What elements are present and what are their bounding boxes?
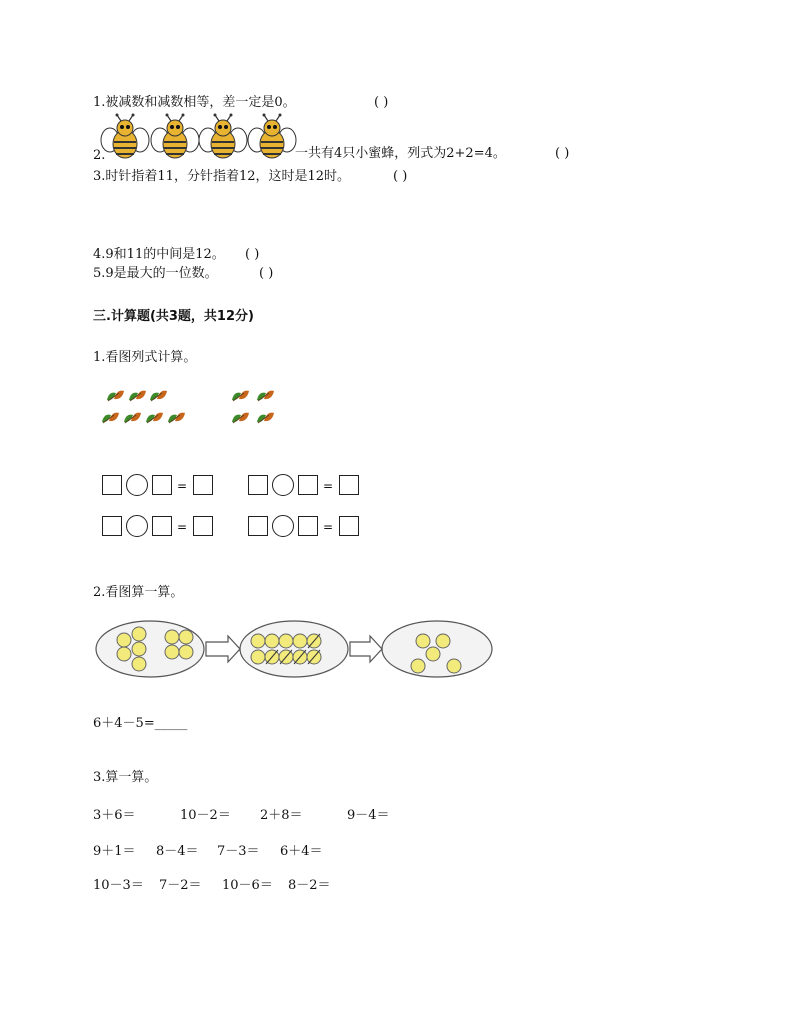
yellow-ball-icon [132,642,146,656]
answer-box[interactable] [193,475,213,495]
yellow-ball-icon [416,634,430,648]
question-3-text: 3.时针指着11，分针指着12，这时是12时。 [93,169,351,184]
calc-row-2-item-4: 6＋4＝ [280,844,323,859]
leaf-icon [168,413,185,423]
answer-box[interactable] [102,516,122,536]
yellow-ball-icon [117,647,131,661]
answer-box[interactable] [298,475,318,495]
equals-sign: = [177,479,188,493]
answer-box[interactable] [248,475,268,495]
leaf-icon [232,413,249,423]
yellow-ball-icon [426,647,440,661]
leaf-icon [124,413,141,423]
calc-row-3-item-1: 10－3＝ [93,878,144,893]
yellow-ball-icon [293,634,307,648]
leaf-icon [257,391,274,401]
leaf-icon [107,391,124,401]
question-2-text: 一共有4只小蜜蜂，列式为2+2=4。 [295,146,506,161]
calc-row-1-item-1: 3＋6＝ [93,808,136,823]
problem-2-expression-text: 6＋4－5= [93,716,155,731]
calc-row-2-item-2: 8－4＝ [156,844,199,859]
yellow-ball-icon [279,634,293,648]
section-heading: 三.计算题(共3题，共12分) [93,309,254,324]
yellow-ball-icon [265,634,279,648]
bee-icon [199,114,247,159]
yellow-ball-icon [411,659,425,673]
question-2-number: 2. [93,148,106,163]
arrow-icon [206,636,240,662]
calc-row-1-item-4: 9－4＝ [347,808,390,823]
answer-box[interactable] [298,516,318,536]
yellow-ball-icon [251,634,265,648]
answer-box[interactable] [339,516,359,536]
calc-row-3-item-2: 7－2＝ [159,878,202,893]
calc-row-1-item-2: 10－2＝ [180,808,231,823]
question-5-text: 5.9是最大的一位数。 [93,266,218,281]
leaf-icon-group [100,385,290,433]
problem-3-title: 3.算一算。 [93,770,158,785]
oval-2 [240,621,348,677]
question-1-answer-paren[interactable]: ( ) [374,95,389,110]
answer-box[interactable] [102,475,122,495]
operator-circle[interactable] [272,515,294,537]
yellow-ball-icon [251,650,265,664]
leaf-icon [150,391,167,401]
calc-row-2-item-1: 9＋1＝ [93,844,136,859]
operator-circle[interactable] [126,515,148,537]
answer-box[interactable] [152,516,172,536]
yellow-ball-icon [132,657,146,671]
question-1-text: 1.被减数和减数相等，差一定是0。 [93,95,296,110]
question-5-answer-paren[interactable]: ( ) [259,266,274,281]
yellow-ball-icon [179,630,193,644]
equals-sign: = [323,520,334,534]
problem-2-title: 2.看图算一算。 [93,585,184,600]
leaf-icon [257,413,274,423]
calc-row-3-item-4: 8－2＝ [288,878,331,893]
bee-icon [151,114,199,159]
calc-row-1-item-3: 2＋8＝ [260,808,303,823]
leaf-icon [129,391,146,401]
yellow-ball-icon [165,645,179,659]
leaf-icon [232,391,249,401]
bee-icon-group [100,114,300,162]
answer-box[interactable] [248,516,268,536]
yellow-ball-icon [132,627,146,641]
problem-1-title: 1.看图列式计算。 [93,350,197,365]
leaf-icon [102,413,119,423]
calc-row-2-item-3: 7－3＝ [217,844,260,859]
ball-ovals-figure [94,618,494,682]
arrow-icon [350,636,382,662]
yellow-ball-icon [447,659,461,673]
equals-sign: = [323,479,334,493]
question-3-answer-paren[interactable]: ( ) [393,169,408,184]
problem-2-expression [93,716,187,732]
bee-icon [248,114,296,159]
yellow-ball-icon [179,645,193,659]
answer-box[interactable] [152,475,172,495]
question-4-text: 4.9和11的中间是12。 [93,247,225,262]
yellow-ball-icon [117,633,131,647]
equals-sign: = [177,520,188,534]
answer-box[interactable] [339,475,359,495]
question-4-answer-paren[interactable]: ( ) [245,247,260,262]
answer-box[interactable] [193,516,213,536]
problem-2-answer-blank[interactable]: _____ [154,716,188,731]
calc-row-3-item-3: 10－6＝ [222,878,273,893]
question-2-answer-paren[interactable]: ( ) [555,146,570,161]
yellow-ball-icon [436,634,450,648]
yellow-ball-icon [165,630,179,644]
operator-circle[interactable] [126,474,148,496]
operator-circle[interactable] [272,474,294,496]
leaf-icon [146,413,163,423]
bee-icon [101,114,149,159]
